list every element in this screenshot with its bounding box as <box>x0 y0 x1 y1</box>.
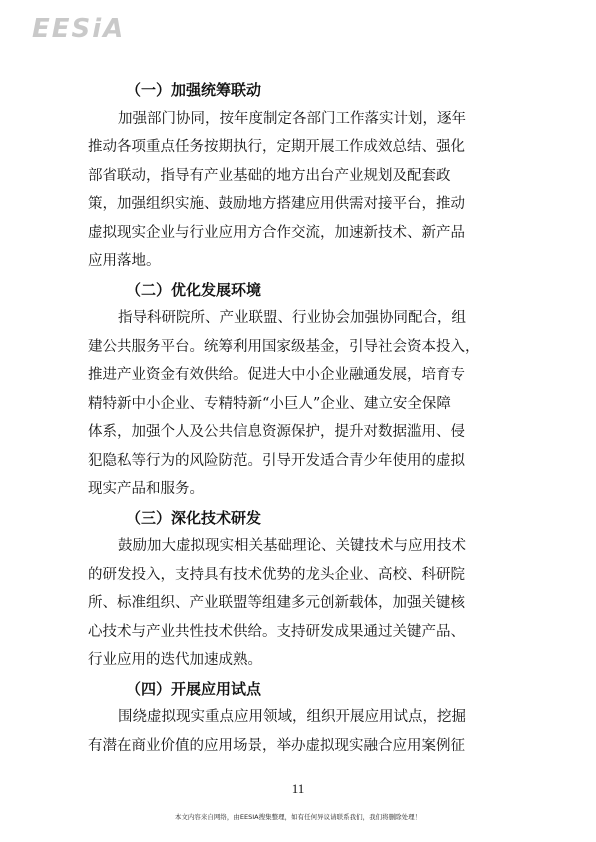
text-line: 策，加强组织实施、鼓励地方搭建应用供需对接平台，推动 <box>88 196 465 212</box>
text-line: 鼓励加大虚拟现实相关基础理论、关键技术与应用技术 <box>118 538 466 554</box>
text-line: 心技术与产业共性技术供给。支持研发成果通过关键产品、 <box>88 623 465 640</box>
text-line: 加强部门协同，按年度制定各部门工作落实计划，逐年 <box>118 110 466 127</box>
text-line: 建公共服务平台。统筹利用国家级基金，引导社会资本投入， <box>88 338 480 355</box>
section-heading: （二）优化发展环境 <box>126 280 262 299</box>
text-line: 精特新中小企业、专精特新“小巨人”企业、建立安全保障 <box>88 395 451 412</box>
eesia-logo: EESiA <box>32 14 126 44</box>
text-line: 体系，加强个人及公共信息资源保护，提升对数据滥用、侵 <box>88 424 465 440</box>
text-line: 犯隐私等行为的风险防范。引导开发适合青少年使用的虚拟 <box>88 452 465 469</box>
section-4 <box>88 675 502 761</box>
section-heading: （四）开展应用试点 <box>126 679 262 698</box>
text-line: 现实产品和服务。 <box>88 481 204 497</box>
paragraph <box>88 532 502 675</box>
section-heading: （一）加强统筹联动 <box>126 81 262 99</box>
text-line: 部省联动，指导有产业基础的地方出台产业规划及配套政 <box>88 167 451 184</box>
text-line: 的研发投入，支持具有技术优势的龙头企业、高校、科研院 <box>88 566 465 583</box>
paragraph <box>88 105 502 276</box>
text-line: 推动各项重点任务按期执行，定期开展工作成效总结、强化 <box>88 139 465 155</box>
footer-disclaimer: 本文内容来自网络，由EESIA搜集整理，如有任何异议请联系我们，我们将删除处理！ <box>174 813 422 821</box>
paragraph <box>88 304 502 504</box>
page-number: 11 <box>291 781 305 796</box>
text-line: 有潜在商业价值的应用场景，举办虚拟现实融合应用案例征 <box>88 737 465 754</box>
text-line: 虚拟现实企业与行业应用方合作交流，加速新技术、新产品 <box>88 224 465 241</box>
section-2 <box>88 276 502 504</box>
paragraph <box>88 703 502 760</box>
text-line: 推进产业资金有效供给。促进大中小企业融通发展，培育专 <box>88 367 465 383</box>
text-line: 指导科研院所、产业联盟、行业协会加强协同配合，组 <box>118 310 466 326</box>
section-1 <box>88 76 502 276</box>
section-3 <box>88 504 502 675</box>
text-line: 行业应用的迭代加速成熟。 <box>88 652 262 668</box>
text-line: 应用落地。 <box>88 253 161 269</box>
text-line: 围绕虚拟现实重点应用领域，组织开展应用试点，挖掘 <box>118 709 466 725</box>
text-line: 所、标准组织、产业联盟等组建多元创新载体，加强关键核 <box>88 595 465 611</box>
document-body <box>88 76 502 760</box>
section-heading: （三）深化技术研发 <box>126 508 262 527</box>
